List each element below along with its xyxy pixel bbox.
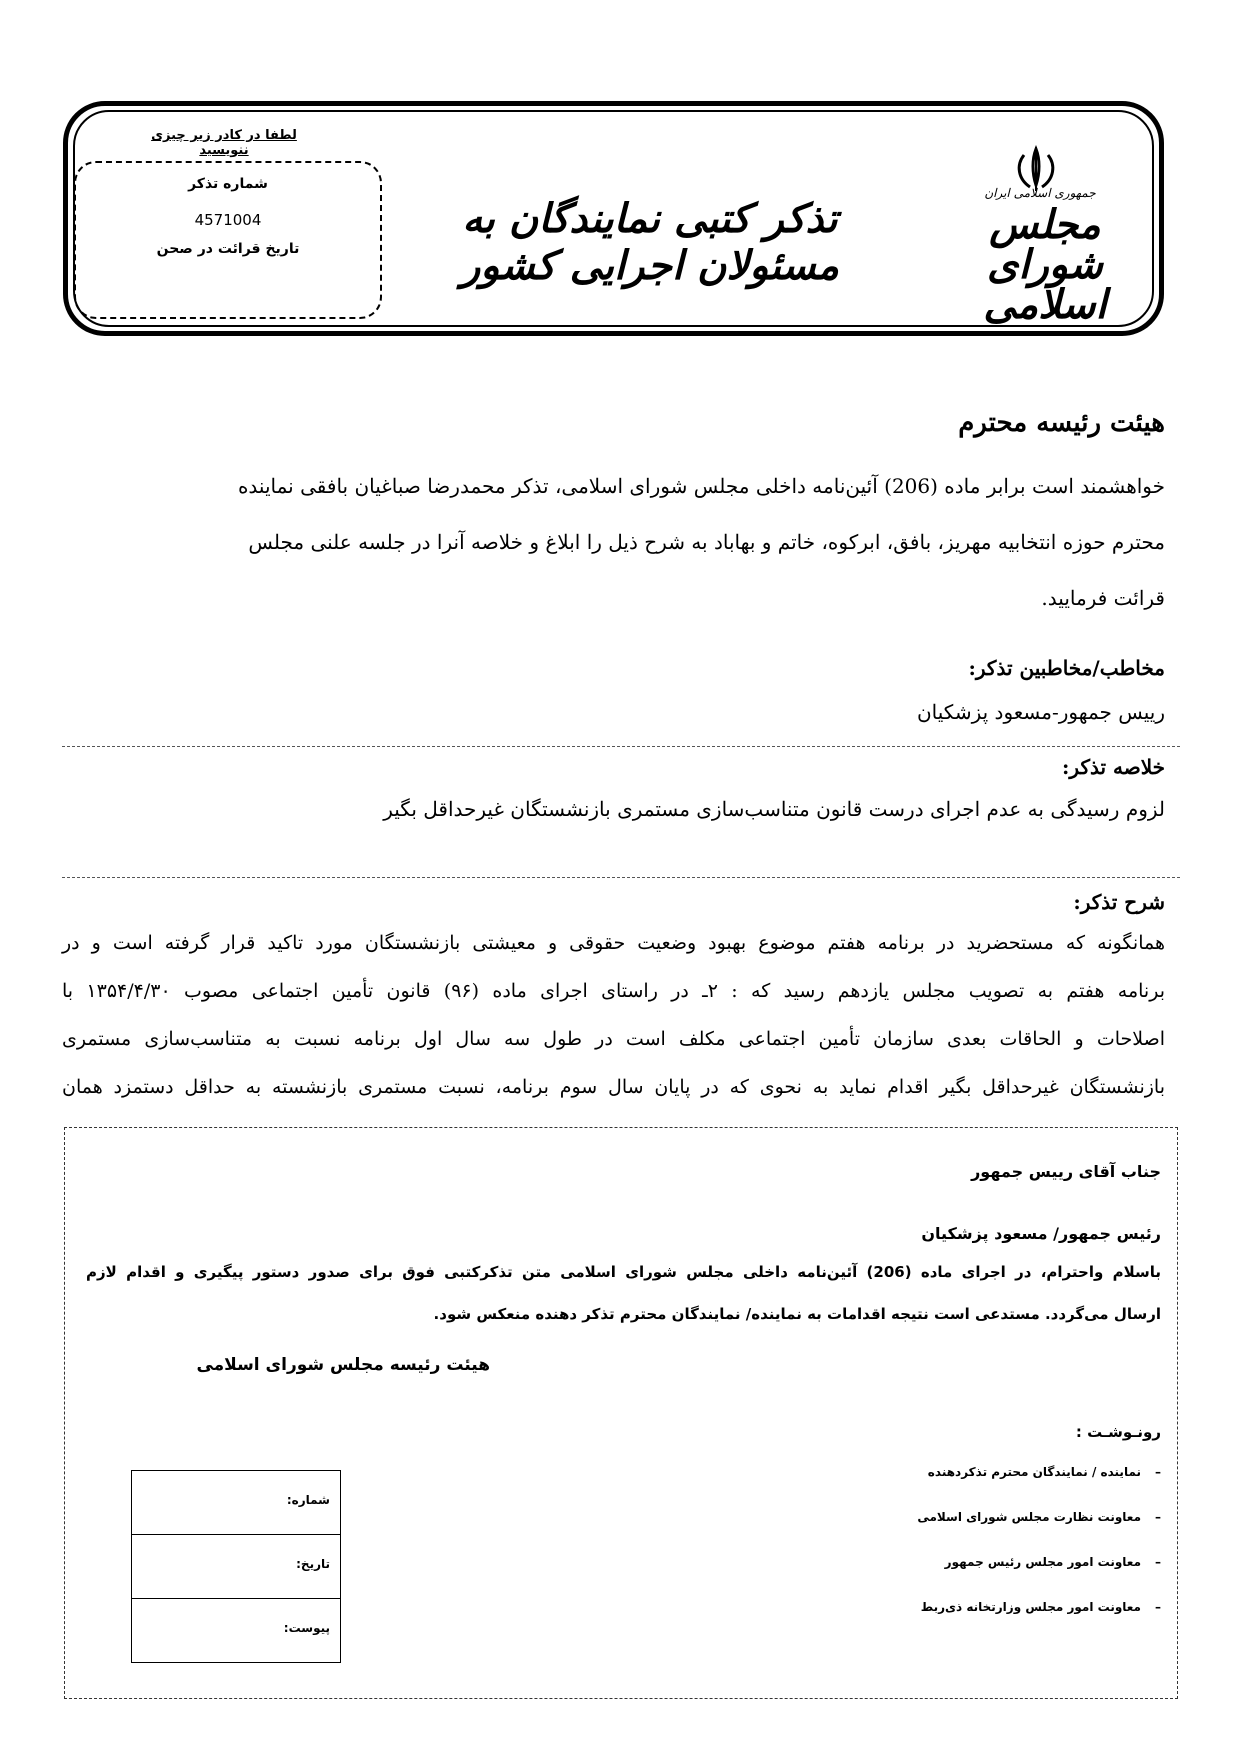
section-divider xyxy=(62,877,1180,878)
forwarding-text-line: باسلام واحترام، در اجرای ماده (206) آئین‌نامه داخلی مجلس شورای اسلامی متن تذکرکتبی فوق برای صدور دستور پیگیری و اقدام لازم xyxy=(86,1263,1161,1281)
registry-number-label: شماره: xyxy=(286,1493,330,1507)
copies-label: رونـوشـت : xyxy=(1075,1423,1161,1441)
do-not-write-notice: لطفا در کادر زیر چیزی ننویسید xyxy=(151,128,297,158)
copy-recipient: معاونت امور مجلس وزارتخانه ذی‌ربط xyxy=(920,1600,1141,1614)
summary-value: لزوم رسیدگی به عدم اجرای درست قانون متناسب‌سازی مستمری بازنشستگان غیرحداقل بگیر xyxy=(383,797,1165,821)
reading-date-label: تاریخ قرائت در صحن xyxy=(156,241,300,257)
description-line: بازنشستگان غیرحداقل بگیر اقدام نماید به نحوی که در پایان سال سوم برنامه، نسبت مستمری بازنشسته به حداقل دستمزد همان xyxy=(62,1076,1165,1098)
copy-recipient: معاونت امور مجلس رئیس جمهور xyxy=(944,1555,1141,1569)
forwarding-text-line: ارسال می‌گردد. مستدعی است نتیجه اقدامات به نماینده/ نمایندگان محترم تذکر دهنده منعکس شود. xyxy=(433,1305,1161,1323)
memo-number-value: 4571004 xyxy=(194,211,262,229)
recipient-name: رئیس جمهور/ مسعود پزشکیان xyxy=(921,1224,1161,1243)
section-divider xyxy=(62,746,1180,747)
list-bullet: – xyxy=(1155,1555,1161,1569)
paragraph-line: قرائت فرمایید. xyxy=(1041,586,1165,610)
copy-recipient: معاونت نظارت مجلس شورای اسلامی xyxy=(917,1510,1141,1524)
paragraph-line: محترم حوزه انتخابیه مهریز، بافق، ابرکوه، خاتم و بهاباد به شرح ذیل را ابلاغ و خلاصه آنرا در جلسه علنی مجلس xyxy=(248,530,1165,554)
registry-box xyxy=(131,1470,341,1663)
addressees-value: رییس جمهور-مسعود پزشکیان xyxy=(916,700,1165,724)
description-line: اصلاحات و الحاقات بعدی سازمان تأمین اجتماعی مکلف است در طول سه سال اول برنامه نسبت به متناسب‌سازی مستمری xyxy=(62,1028,1165,1050)
recipient-title: جناب آقای رییس جمهور xyxy=(971,1162,1161,1181)
summary-label: خلاصه تذکر: xyxy=(1062,755,1165,779)
document-title: تذکر کتبی نمایندگان به مسئولان اجرایی کشور xyxy=(460,195,840,289)
parliament-logo-text: مجلس شورای اسلامی xyxy=(983,201,1107,328)
registry-date-row xyxy=(132,1535,340,1599)
description-line: برنامه هفتم به تصویب مجلس یازدهم رسید که : ۲ـ در راستای اجرای ماده (۹۶) قانون تأمین اجتماعی مصوب ۱۳۵۴/۴/۳۰ با xyxy=(62,980,1165,1002)
logo-subtitle: جمهوری اسلامی ایران xyxy=(984,186,1096,200)
description-line: همانگونه که مستحضرید در برنامه هفتم موضوع بهبود وضعیت حقوقی و معیشتی بازنشستگان مورد تاکید قرار گرفته است و در xyxy=(62,932,1165,954)
description-label: شرح تذکر: xyxy=(1073,890,1165,914)
board-signature: هیئت رئیسه مجلس شورای اسلامی xyxy=(196,1355,490,1375)
registry-date-label: تاریخ: xyxy=(296,1557,330,1571)
list-bullet: – xyxy=(1155,1600,1161,1614)
list-bullet: – xyxy=(1155,1465,1161,1479)
paragraph-line: خواهشمند است برابر ماده (206) آئین‌نامه داخلی مجلس شورای اسلامی، تذکر محمدرضا صباغیان بافقی نماینده xyxy=(237,474,1165,498)
copy-recipient: نماینده / نمایندگان محترم تذکردهنده xyxy=(927,1465,1141,1479)
list-bullet: – xyxy=(1155,1510,1161,1524)
registry-attachment-label: پیوست: xyxy=(283,1621,330,1635)
registry-attachment-row xyxy=(132,1599,340,1663)
registry-number-row xyxy=(132,1471,340,1535)
memo-number-label: شماره تذکر xyxy=(188,176,268,192)
salutation: هیئت رئیسه محترم xyxy=(958,408,1165,438)
addressees-label: مخاطب/مخاطبین تذکر: xyxy=(968,656,1165,680)
